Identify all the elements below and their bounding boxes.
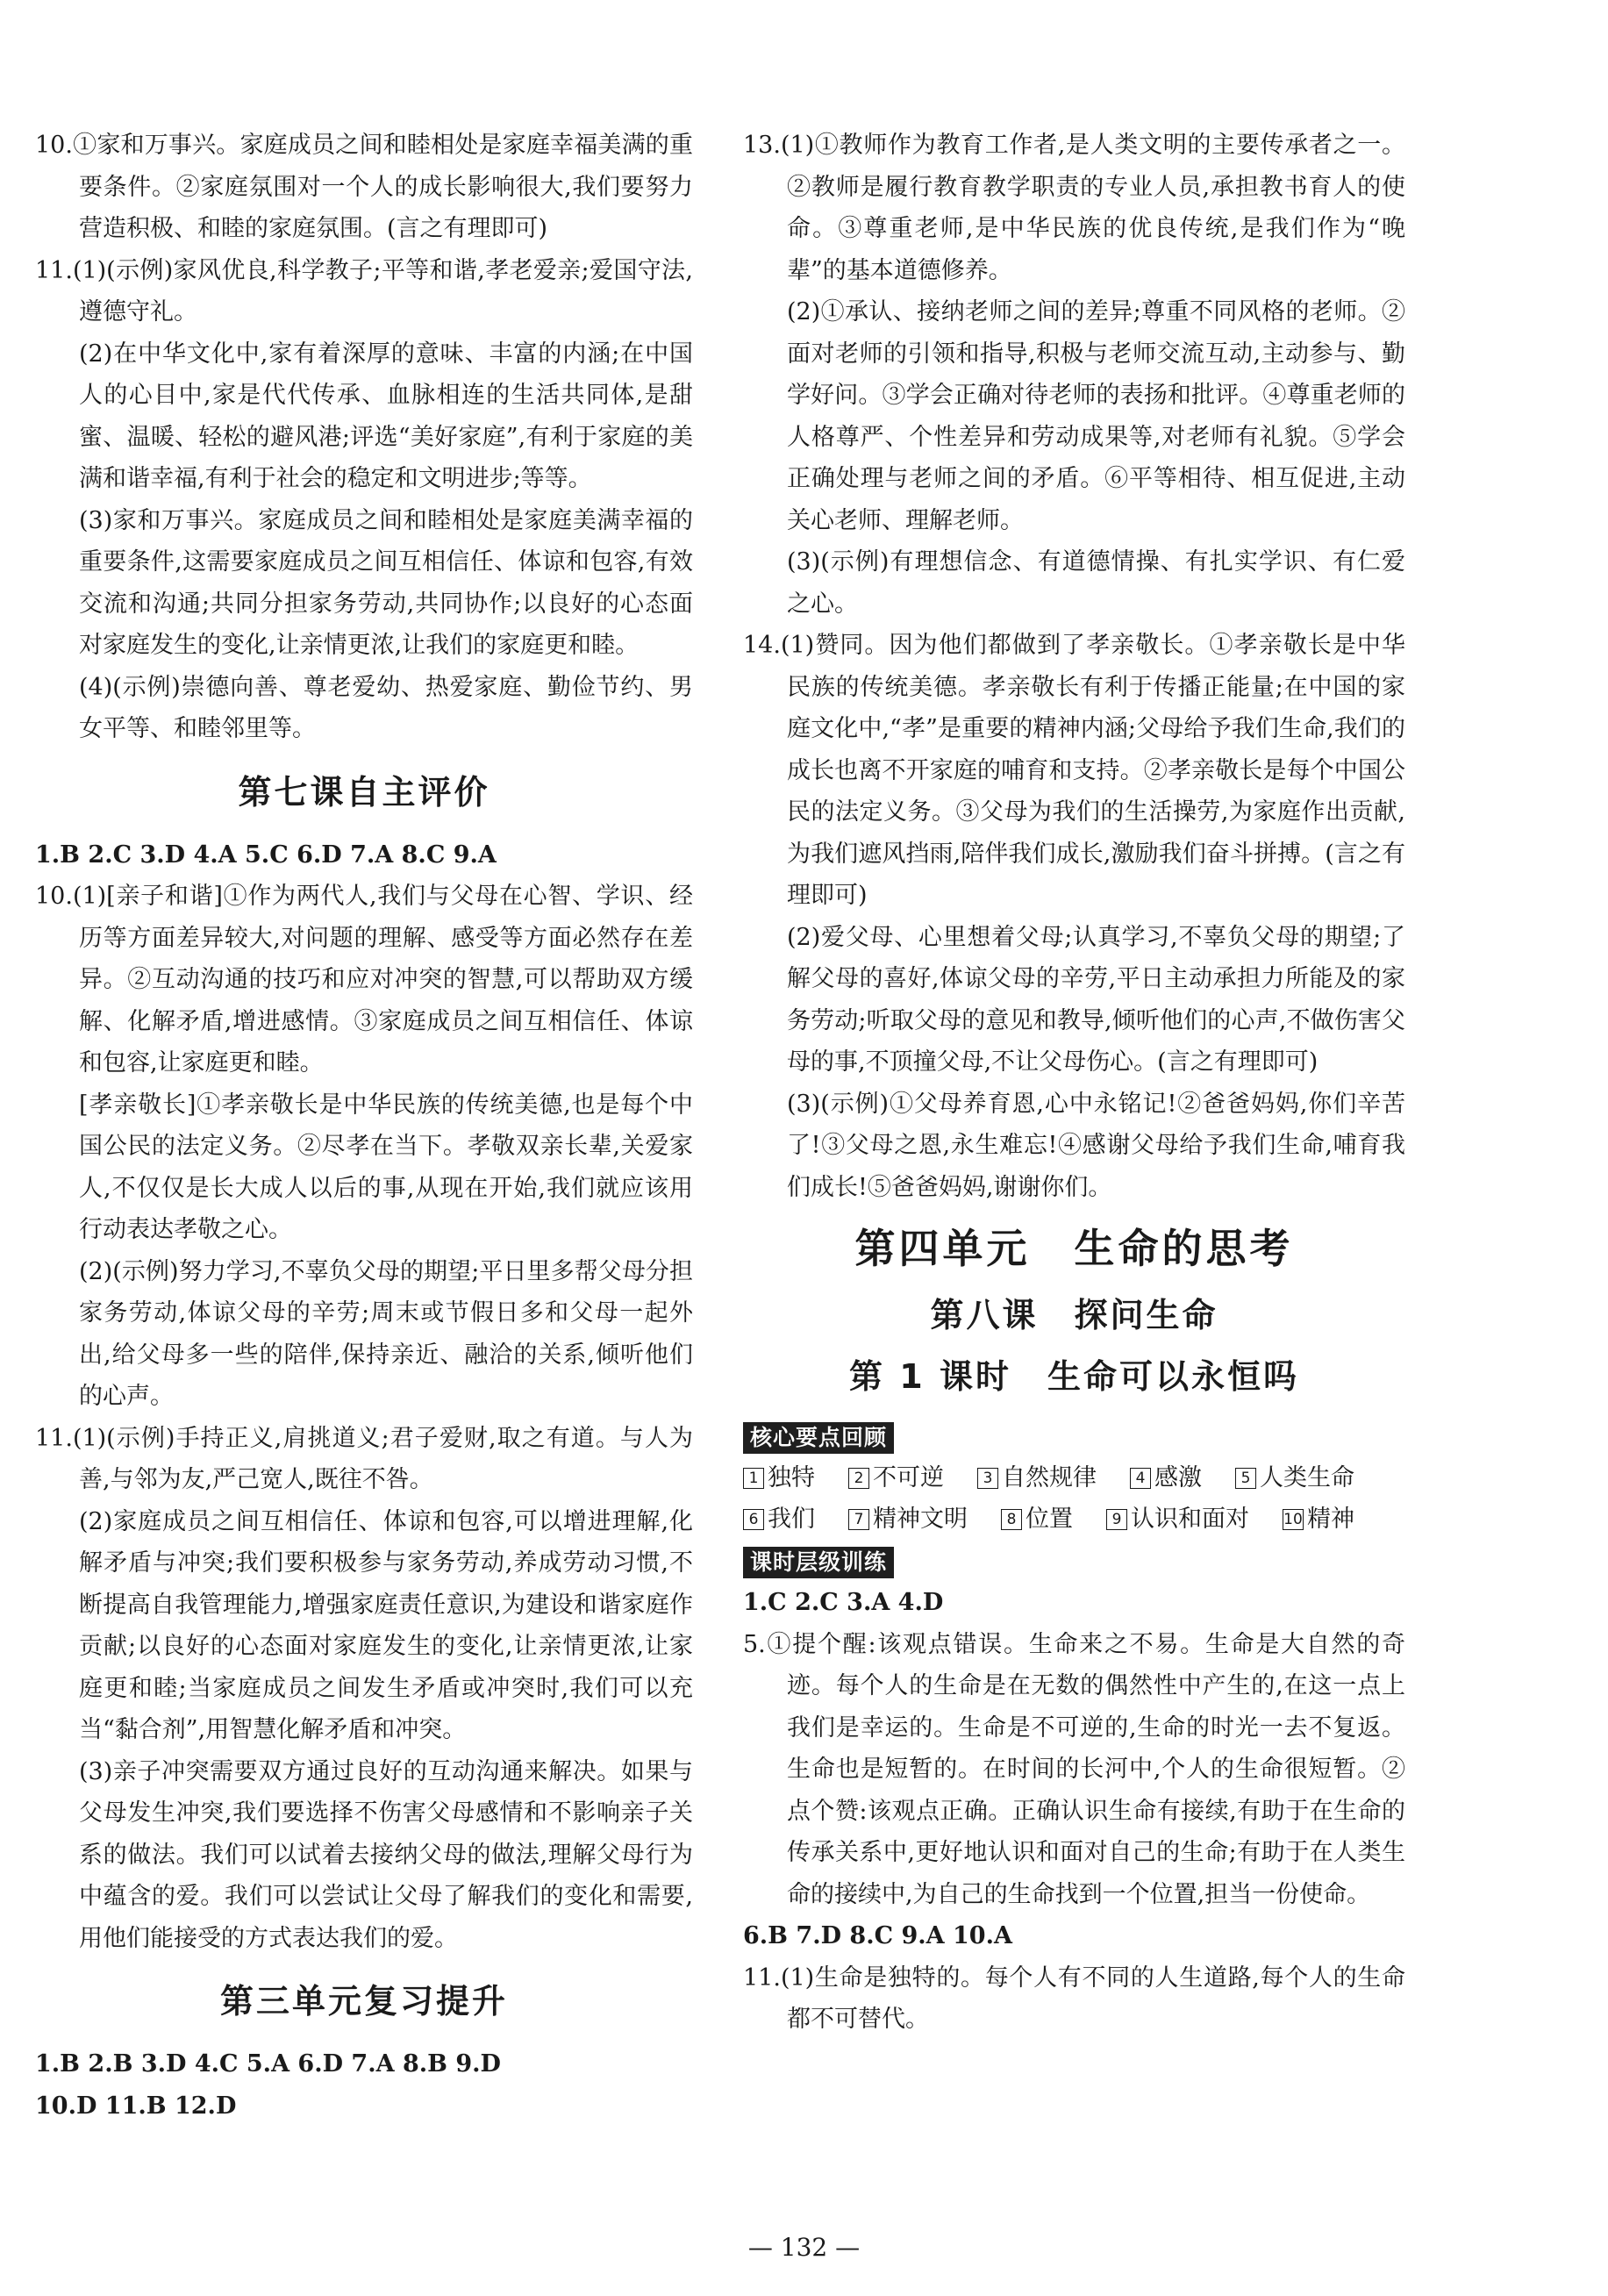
- lesson7-q11-3: (3)亲子冲突需要双方通过良好的互动沟通来解决。如果与父母发生冲突,我们要选择不伤害父母感情和不影响亲子关系的做法。我们可以试着去接纳父母的做法,理解父母行为中蕴含的爱。我们可以尝试让父母了解我们的变化和需要,用他们能接受的方式表达我们的爱。: [79, 1757, 693, 1952]
- lesson7-q11-2: (2)家庭成员之间互相信任、体谅和包容,可以增进理解,化解矛盾与冲突;我们要积极参与家务劳动,养成劳动习惯,不断提高自我管理能力,增强家庭责任意识,为建设和谐家庭作贡献;以良好的心态面对家庭发生的变化,让亲情更浓,让家庭更和睦;当家庭成员之间发生矛盾或冲突时,我们可以充当“黏合剂”,用智慧化解矛盾和冲突。: [79, 1507, 693, 1743]
- lesson7-q10-1b: [孝亲敬长]①孝亲敬长是中华民族的传统美德,也是每个中国公民的法定义务。②尽孝在当下。孝敬双亲长辈,关爱家人,不仅仅是长大成人以后的事,从现在开始,我们就应该用行动表达孝敬之心。: [79, 1091, 693, 1243]
- number-box: 5: [1235, 1468, 1256, 1489]
- number-box: 9: [1106, 1509, 1127, 1530]
- key-point: [1283, 1498, 1354, 1540]
- answer-q13-2: (2)①承认、接纳老师之间的差异;尊重不同风格的老师。②面对老师的引领和指导,积极与老师交流互动,主动参与、勤学好问。③学会正确对待老师的表扬和批评。④尊重老师的人格尊严、个性差异和劳动成果等,对老师有礼貌。⑤学会正确处理与老师之间的矛盾。⑥平等相待、相互促进,主动关心老师、理解老师。: [787, 298, 1405, 534]
- key-points-list: [743, 1457, 1405, 1540]
- key-point-text: 感激: [1154, 1464, 1202, 1491]
- key-point: [1130, 1457, 1202, 1498]
- key-point-text: 不可逆: [873, 1464, 944, 1491]
- answer-q11-4: (4)(示例)崇德向善、尊老爱幼、热爱家庭、勤俭节约、男女平等、和睦邻里等。: [79, 673, 693, 742]
- answer-q14-3: (3)(示例)①父母养育恩,心中永铭记!②爸爸妈妈,你们辛苦了!③父母之恩,永生难忘!④感谢父母给予我们生命,哺育我们成长!⑤爸爸妈妈,谢谢你们。: [787, 1090, 1405, 1201]
- unit4-heading: 第四单元 生命的思考: [854, 1225, 1294, 1272]
- key-point-text: 我们: [768, 1506, 815, 1533]
- number-box: 8: [1001, 1509, 1022, 1530]
- number-box: 7: [848, 1509, 869, 1530]
- answer-q13-1: 13.(1)①教师作为教育工作者,是人类文明的主要传承者之一。②教师是履行教育教学职责的专业人员,承担教书育人的使命。③尊重老师,是中华民族的优良传统,是我们作为“晚辈”的基本道德修养。: [743, 132, 1405, 284]
- answer-q11-1: 11.(1)(示例)家风优良,科学教子;平等和谐,孝老爱亲;爱国守法,遵德守礼。: [35, 256, 693, 325]
- key-point: [1001, 1498, 1073, 1540]
- mc-answers-lesson7: 1.B 2.C 3.D 4.A 5.C 6.D 7.A 8.C 9.A: [35, 840, 497, 869]
- period1-q5: 5.①提个醒:该观点错误。生命来之不易。生命是大自然的奇迹。每个人的生命是在无数的偶然性中产生的,在这一点上我们是幸运的。生命是不可逆的,生命的时光一去不复返。生命也是短暂的。在时间的长河中,个人的生命很短暂。②点个赞:该观点正确。正确认识生命有接续,有助于在生命的传承关系中,更好地认识和面对自己的生命;有助于在人类生命的接续中,为自己的生命找到一个位置,担当一份使命。: [743, 1630, 1405, 1908]
- answer-q11-2: (2)在中华文化中,家有着深厚的意味、丰富的内涵;在中国人的心目中,家是代代传承、血脉相连的生活共同体,是甜蜜、温暖、轻松的避风港;评选“美好家庭”,有利于家庭的美满和谐幸福,有利于社会的稳定和文明进步;等等。: [79, 340, 693, 492]
- page-number: — 132 —: [747, 2233, 861, 2262]
- badge-key-points-review: 核心要点回顾: [743, 1422, 894, 1454]
- key-point-text: 精神文明: [873, 1506, 968, 1533]
- key-point-text: 独特: [768, 1464, 815, 1491]
- lesson7-q11-1: 11.(1)(示例)手持正义,肩挑道义;君子爱财,取之有道。与人为善,与邻为友,严己宽人,既往不咎。: [35, 1424, 693, 1493]
- key-point-text: 认识和面对: [1131, 1506, 1249, 1533]
- lesson8-heading: 第八课 探问生命: [930, 1296, 1219, 1334]
- key-point: [977, 1457, 1097, 1498]
- key-point-text: 位置: [1026, 1506, 1073, 1533]
- lesson7-q10-2: (2)(示例)努力学习,不辜负父母的期望;平日里多帮父母分担家务劳动,体谅父母的辛劳;周末或节假日多和父母一起外出,给父母多一些的陪伴,保持亲近、融洽的关系,倾听他们的心声。: [79, 1257, 693, 1410]
- number-box: 2: [848, 1468, 869, 1489]
- left-column: [35, 125, 693, 2127]
- key-point: [1106, 1498, 1249, 1540]
- mc-answers-unit3-a: 1.B 2.B 3.D 4.C 5.A 6.D 7.A 8.B 9.D: [35, 2050, 501, 2078]
- number-box: 1: [743, 1468, 764, 1489]
- mc-answers-period1-b: 6.B 7.D 8.C 9.A 10.A: [743, 1922, 1012, 1949]
- key-point: [743, 1457, 815, 1498]
- period1-q11-1: 11.(1)生命是独特的。每个人有不同的人生道路,每个人的生命都不可替代。: [743, 1963, 1405, 2033]
- section-heading-unit3-review: 第三单元复习提升: [219, 1982, 508, 2021]
- key-point-text: 自然规律: [1002, 1464, 1097, 1491]
- key-point-text: 人类生命: [1260, 1464, 1354, 1491]
- key-point: [743, 1498, 815, 1540]
- number-box: 10: [1283, 1510, 1303, 1528]
- key-point-text: 精神: [1307, 1506, 1354, 1533]
- key-point: [848, 1498, 968, 1540]
- key-point: [1235, 1457, 1354, 1498]
- answer-q11-3: (3)家和万事兴。家庭成员之间和睦相处是家庭美满幸福的重要条件,这需要家庭成员之间互相信任、体谅和包容,有效交流和沟通;共同分担家务劳动,共同协作;以良好的心态面对家庭发生的变化,让亲情更浓,让我们的家庭更和睦。: [79, 506, 693, 659]
- badge-period-training: 课时层级训练: [743, 1547, 894, 1578]
- number-box: 3: [977, 1468, 998, 1489]
- number-box: 6: [743, 1509, 764, 1530]
- answer-q14-1: 14.(1)赞同。因为他们都做到了孝亲敬长。①孝亲敬长是中华民族的传统美德。孝亲敬长有利于传播正能量;在中国的家庭文化中,“孝”是重要的精神内涵;父母给予我们生命,我们的成长也离不开家庭的哺育和支持。②孝亲敬长是每个中国公民的法定义务。③父母为我们的生活操劳,为家庭作出贡献,为我们遮风挡雨,陪伴我们成长,激励我们奋斗拼搏。(言之有理即可): [743, 632, 1405, 909]
- answer-q14-2: (2)爱父母、心里想着父母;认真学习,不辜负父母的期望;了解父母的喜好,体谅父母的辛劳,平日主动承担力所能及的家务劳动;听取父母的意见和教导,倾听他们的心声,不做伤害父母的事,不顶撞父母,不让父母伤心。(言之有理即可): [787, 923, 1405, 1076]
- answer-q13-3: (3)(示例)有理想信念、有道德情操、有扎实学识、有仁爱之心。: [787, 548, 1405, 618]
- key-point: [848, 1457, 944, 1498]
- mc-answers-unit3-b: 10.D 11.B 12.D: [35, 2092, 237, 2120]
- mc-answers-period1: 1.C 2.C 3.A 4.D: [743, 1589, 944, 1616]
- number-box: 4: [1130, 1468, 1151, 1489]
- answer-q10: 10.①家和万事兴。家庭成员之间和睦相处是家庭幸福美满的重要条件。②家庭氛围对一个人的成长影响很大,我们要努力营造积极、和睦的家庭氛围。(言之有理即可): [35, 132, 693, 242]
- period1-heading: 第 1 课时 生命可以永恒吗: [849, 1357, 1299, 1396]
- right-column: [743, 125, 1405, 2041]
- section-heading-lesson7: 第七课自主评价: [238, 772, 490, 812]
- lesson7-q10-1a: 10.(1)[亲子和谐]①作为两代人,我们与父母在心智、学识、经历等方面差异较大,对问题的理解、感受等方面必然存在差异。②互动沟通的技巧和应对冲突的智慧,可以帮助双方缓解、化解矛盾,增进感情。③家庭成员之间互相信任、体谅和包容,让家庭更和睦。: [35, 883, 693, 1076]
